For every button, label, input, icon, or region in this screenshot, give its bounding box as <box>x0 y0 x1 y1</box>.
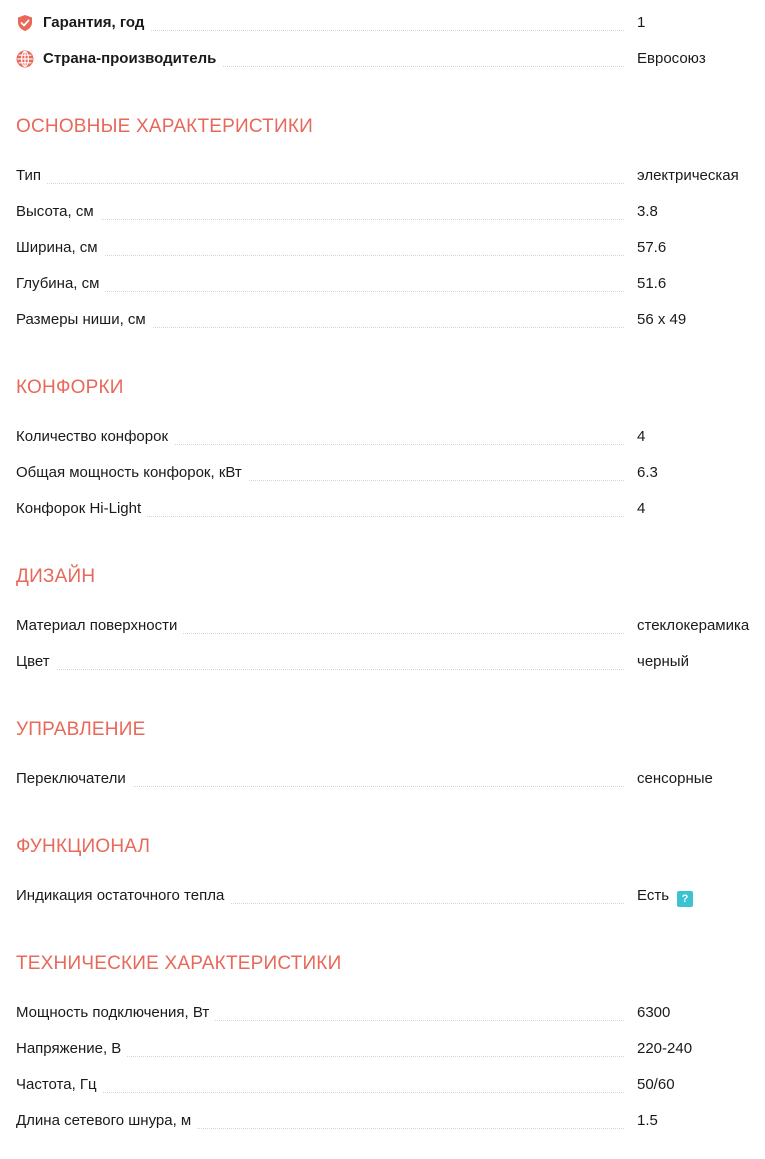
spec-row <box>16 1001 761 1025</box>
spec-row <box>16 650 761 674</box>
section-title-main: ОСНОВНЫЕ ХАРАКТЕРИСТИКИ <box>16 116 313 137</box>
spec-value: 56 x 49 <box>637 311 687 328</box>
spec-row <box>16 884 761 908</box>
spec-label: Гарантия, год <box>16 11 150 35</box>
spec-value: 6300 <box>637 1004 671 1021</box>
spec-label: Материал поверхности <box>16 614 183 638</box>
globe-icon <box>16 50 34 68</box>
dotted-leader <box>16 219 624 220</box>
spec-row <box>16 1073 761 1097</box>
dotted-leader <box>16 669 624 670</box>
section-title-technical: ТЕХНИЧЕСКИЕ ХАРАКТЕРИСТИКИ <box>16 953 342 974</box>
spec-label: Мощность подключения, Вт <box>16 1001 215 1025</box>
spec-label: Напряжение, В <box>16 1037 127 1061</box>
spec-value: электрическая <box>637 167 739 184</box>
spec-label: Частота, Гц <box>16 1073 103 1097</box>
section-title-functions: ФУНКЦИОНАЛ <box>16 836 151 857</box>
spec-value: 3.8 <box>637 203 658 220</box>
spec-row <box>16 1037 761 1061</box>
spec-row <box>16 236 761 260</box>
spec-label: Общая мощность конфорок, кВт <box>16 461 248 485</box>
spec-row <box>16 164 761 188</box>
spec-value: Евросоюз <box>637 50 706 67</box>
spec-row <box>16 200 761 224</box>
spec-value: 1.5 <box>637 1112 658 1129</box>
dotted-leader <box>16 255 624 256</box>
spec-label: Индикация остаточного тепла <box>16 884 230 908</box>
spec-value: 50/60 <box>637 1076 675 1093</box>
spec-row-warranty <box>16 11 761 35</box>
spec-value: сенсорные <box>637 770 713 787</box>
spec-value: 220-240 <box>637 1040 693 1057</box>
spec-row <box>16 461 761 485</box>
dotted-leader <box>16 183 624 184</box>
spec-row <box>16 614 761 638</box>
spec-label: Глубина, см <box>16 272 105 296</box>
spec-value: 4 <box>637 500 646 517</box>
spec-value <box>637 884 693 908</box>
section-title-design: ДИЗАЙН <box>16 566 96 587</box>
spec-value: 6.3 <box>637 464 658 481</box>
spec-label: Ширина, см <box>16 236 104 260</box>
spec-row-country <box>16 47 761 71</box>
spec-label: Цвет <box>16 650 56 674</box>
spec-value: черный <box>637 653 689 670</box>
spec-label: Длина сетевого шнура, м <box>16 1109 197 1133</box>
spec-value-text: Есть <box>637 887 670 904</box>
section-title-controls: УПРАВЛЕНИЕ <box>16 719 146 740</box>
dotted-leader <box>16 291 624 292</box>
help-question-icon[interactable]: ? <box>677 891 693 907</box>
spec-label: Страна-производитель <box>16 47 222 71</box>
spec-row <box>16 497 761 521</box>
spec-value: 51.6 <box>637 275 667 292</box>
dotted-leader <box>16 1092 624 1093</box>
spec-row <box>16 272 761 296</box>
spec-label: Переключатели <box>16 767 132 791</box>
spec-label: Размеры ниши, см <box>16 308 152 332</box>
spec-row <box>16 767 761 791</box>
shield-check-icon <box>16 14 34 32</box>
spec-label: Конфорок Hi-Light <box>16 497 147 521</box>
spec-value: 4 <box>637 428 646 445</box>
spec-value: 57.6 <box>637 239 667 256</box>
spec-label: Высота, см <box>16 200 100 224</box>
spec-label: Количество конфорок <box>16 425 174 449</box>
spec-label: Тип <box>16 164 47 188</box>
section-title-burners: КОНФОРКИ <box>16 377 124 398</box>
spec-value: стеклокерамика <box>637 617 750 634</box>
spec-row <box>16 308 761 332</box>
spec-value: 1 <box>637 14 646 31</box>
spec-row <box>16 1109 761 1133</box>
spec-row <box>16 425 761 449</box>
